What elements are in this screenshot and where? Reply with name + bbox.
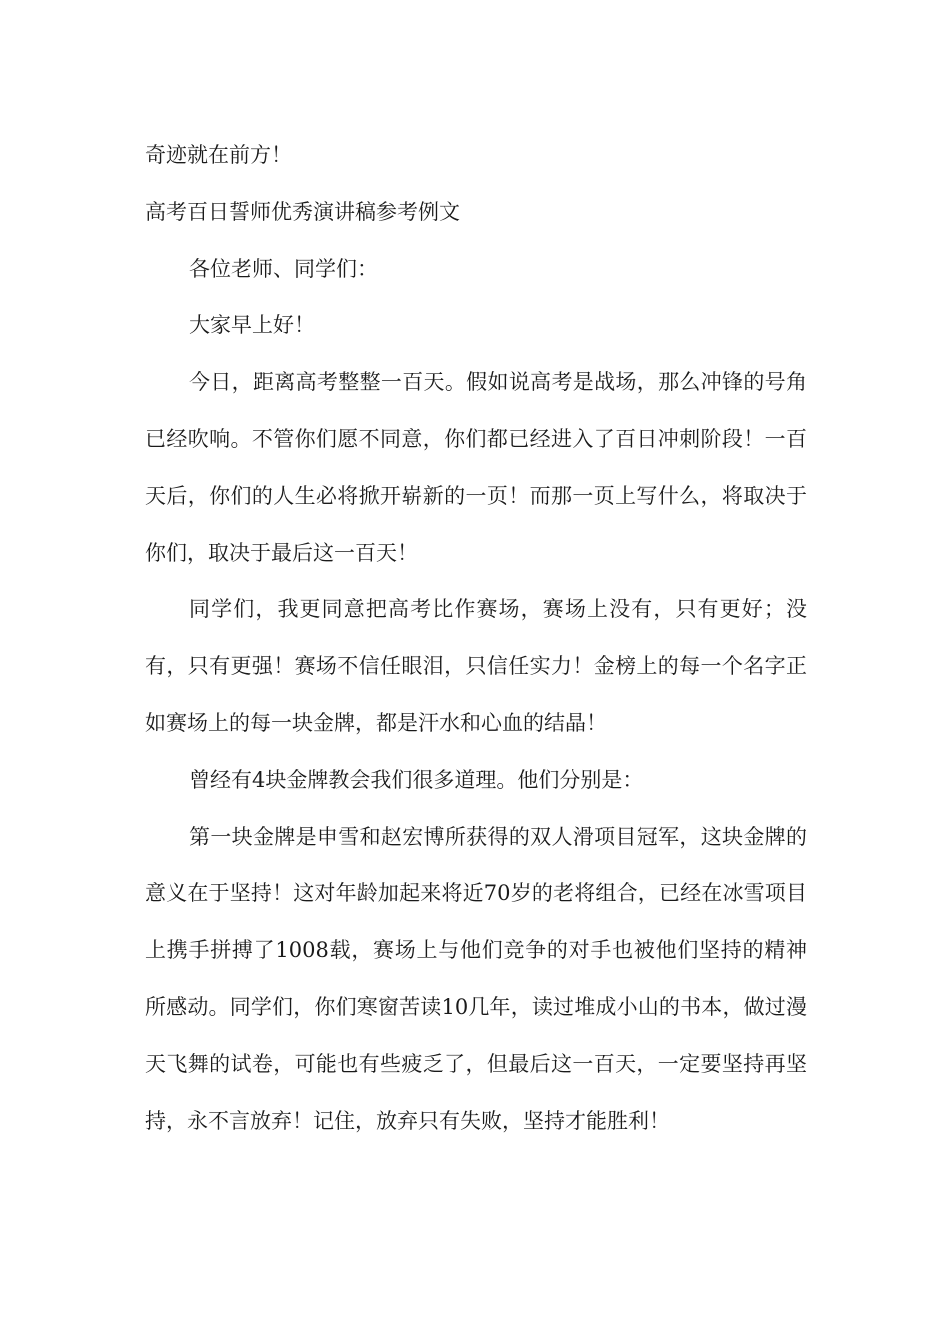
paragraph-body: 曾经有4块金牌教会我们很多道理。他们分别是：: [189, 767, 644, 792]
paragraph-body: 第一块金牌是申雪和赵宏博所获得的双人滑项目冠军，这块金牌的意义在于坚持！这对年龄加起来将近70岁的老将组合，已经在冰雪项目上携手拼搏了1008载，赛场上与他们竞争的对手也被他们坚持的精神所感动。同学们，你们寒窗苦读10几年，读过堆成小山的书本，做过漫天飞舞的试卷，可能也有些疲乏了，但最后这一百天，一定要坚持再坚持，永不言放弃！记住，放弃只有失败，坚持才能胜利！: [145, 824, 807, 1133]
paragraph-salutation: 各位老师、同学们：: [189, 256, 378, 281]
paragraph-body: 同学们，我更同意把高考比作赛场，赛场上没有，只有更好；没有，只有更强！赛场不信任眼泪，只信任实力！金榜上的每一个名字正如赛场上的每一块金牌，都是汗水和心血的结晶！: [145, 597, 807, 735]
document-title: 高考百日誓师优秀演讲稿参考例文: [145, 199, 460, 224]
document-body: [145, 127, 807, 1149]
paragraph-greeting: 大家早上好！: [189, 313, 315, 338]
paragraph-body: 今日，距离高考整整一百天。假如说高考是战场，那么冲锋的号角已经吹响。不管你们愿不同意，你们都已经进入了百日冲刺阶段！一百天后，你们的人生必将掀开崭新的一页！而那一页上写什么，将取决于你们，取决于最后这一百天！: [145, 370, 807, 565]
paragraph-closing-line: 奇迹就在前方！: [145, 143, 292, 167]
